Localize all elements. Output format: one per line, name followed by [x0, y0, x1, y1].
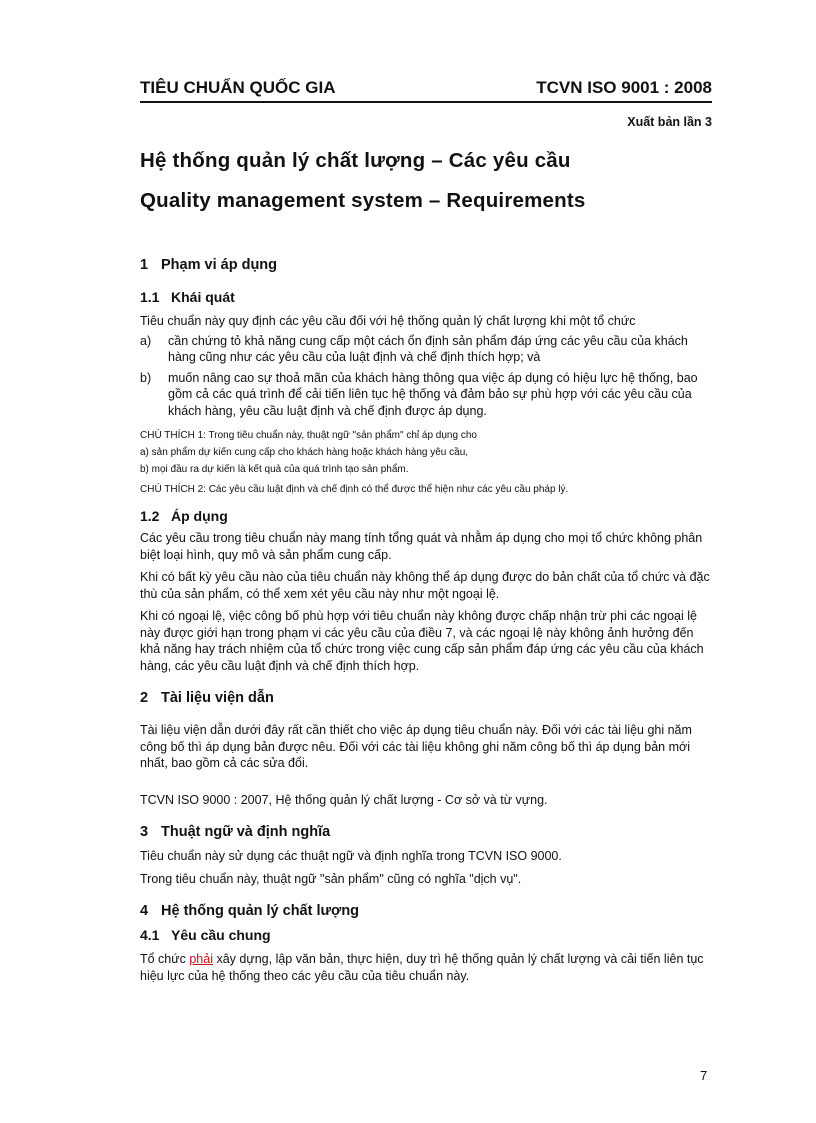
- section-4-1-heading: 4.1 Yêu cầu chung: [140, 927, 271, 943]
- document-header: [140, 78, 712, 103]
- section-3-paragraph-2: Trong tiêu chuẩn này, thuật ngữ "sản phẩm" cũng có nghĩa "dịch vụ".: [140, 871, 522, 886]
- document-page: [140, 78, 712, 984]
- section-2-heading: 2 Tài liệu viện dẫn: [140, 690, 274, 706]
- note-2: CHÚ THÍCH 2: Các yêu cầu luật định và chế định có thể được thể hiện như các yêu cầu pháp lý.: [140, 484, 569, 495]
- header-standard-label: TIÊU CHUẨN QUỐC GIA: [140, 78, 336, 97]
- section-1-2-paragraph-3: Khi có ngoại lệ, việc công bố phù hợp với tiêu chuẩn này không được chấp nhận trừ phi các ngoại lệ này được giới hạn trong phạm vi các yêu cầu của điều 7, và các ngoại lệ này không ảnh hưởng đến khả năng hay trách nhiệm của tổ chức trong việc cung cấp sản phẩm đáp ứng các yêu cầu của khách hàng, các yêu cầu luật định và chế định thích hợp.: [140, 609, 704, 673]
- page-number: 7: [700, 1068, 708, 1083]
- section-4-heading: 4 Hệ thống quản lý chất lượng: [140, 903, 360, 919]
- section-3-heading: 3 Thuật ngữ và định nghĩa: [140, 824, 331, 840]
- section-4-1-paragraph: Tổ chức phải xây dựng, lập văn bản, thực hiện, duy trì hệ thống quản lý chất lượng và cải tiến liên tục hiệu lực của hệ thống theo các yêu cầu của tiêu chuẩn này.: [140, 952, 704, 983]
- section-1-1-heading: 1.1 Khái quát: [140, 289, 235, 305]
- section-1-2-paragraph-2: Khi có bất kỳ yêu cầu nào của tiêu chuẩn này không thể áp dụng được do bản chất của tổ chức và đặc thù của sản phẩm, có thể xem xét yêu cầu này như một ngoại lệ.: [140, 570, 710, 601]
- section-2-paragraph: Tài liệu viện dẫn dưới đây rất cần thiết cho việc áp dụng tiêu chuẩn này. Đối với các tài liệu ghi năm công bố thì áp dụng bản được nêu. Đối với các tài liệu không ghi năm công bố thì áp dụng bản mới nhất, bao gồm cả các sửa đổi.: [140, 723, 692, 770]
- section-2-reference: TCVN ISO 9000 : 2007, Hệ thống quản lý chất lượng - Cơ sở và từ vựng.: [140, 792, 548, 807]
- document-title-en: Quality management system – Requirements: [140, 189, 586, 212]
- note-1-a: a) sản phẩm dự kiến cung cấp cho khách hàng hoặc khách hàng yêu cầu,: [140, 447, 469, 458]
- list-item: b) muốn nâng cao sự thoả mãn của khách hàng thông qua việc áp dụng có hiệu lực hệ thống, bao gồm cả các quá trình để cải tiến liên tục hệ thống và đảm bảo sự phù hợp với các yêu cầu của khách hàng, yêu cầu luật định và chế định được áp dụng.: [140, 370, 698, 418]
- section-1-2-paragraph-1: Các yêu cầu trong tiêu chuẩn này mang tính tổng quát và nhằm áp dụng cho mọi tổ chức không phân biệt loại hình, quy mô và sản phẩm cung cấp.: [140, 531, 703, 562]
- edition-label: Xuất bản lần 3: [627, 115, 712, 129]
- section-1-1-intro: Tiêu chuẩn này quy định các yêu cầu đối với hệ thống quản lý chất lượng khi một tổ chức: [140, 314, 636, 328]
- list-item: a) cần chứng tỏ khả năng cung cấp một cách ổn định sản phẩm đáp ứng các yêu cầu của khách hàng cũng như các yêu cầu của luật định và chế định thích hợp; và: [140, 333, 688, 364]
- section-3-paragraph-1: Tiêu chuẩn này sử dụng các thuật ngữ và định nghĩa trong TCVN ISO 9000.: [140, 849, 562, 863]
- note-1: CHÚ THÍCH 1: Trong tiêu chuẩn này, thuật ngữ "sản phẩm" chỉ áp dụng cho: [140, 430, 477, 441]
- note-1-b: b) mọi đầu ra dự kiến là kết quả của quá trình tạo sản phẩm.: [140, 464, 409, 475]
- section-1-heading: 1 Phạm vi áp dụng: [140, 257, 278, 273]
- document-title-vi: Hệ thống quản lý chất lượng – Các yêu cầu: [140, 149, 571, 172]
- highlighted-word: phải: [189, 952, 213, 966]
- section-1-2-heading: 1.2 Áp dụng: [140, 508, 228, 524]
- header-standard-code: TCVN ISO 9001 : 2008: [536, 78, 712, 97]
